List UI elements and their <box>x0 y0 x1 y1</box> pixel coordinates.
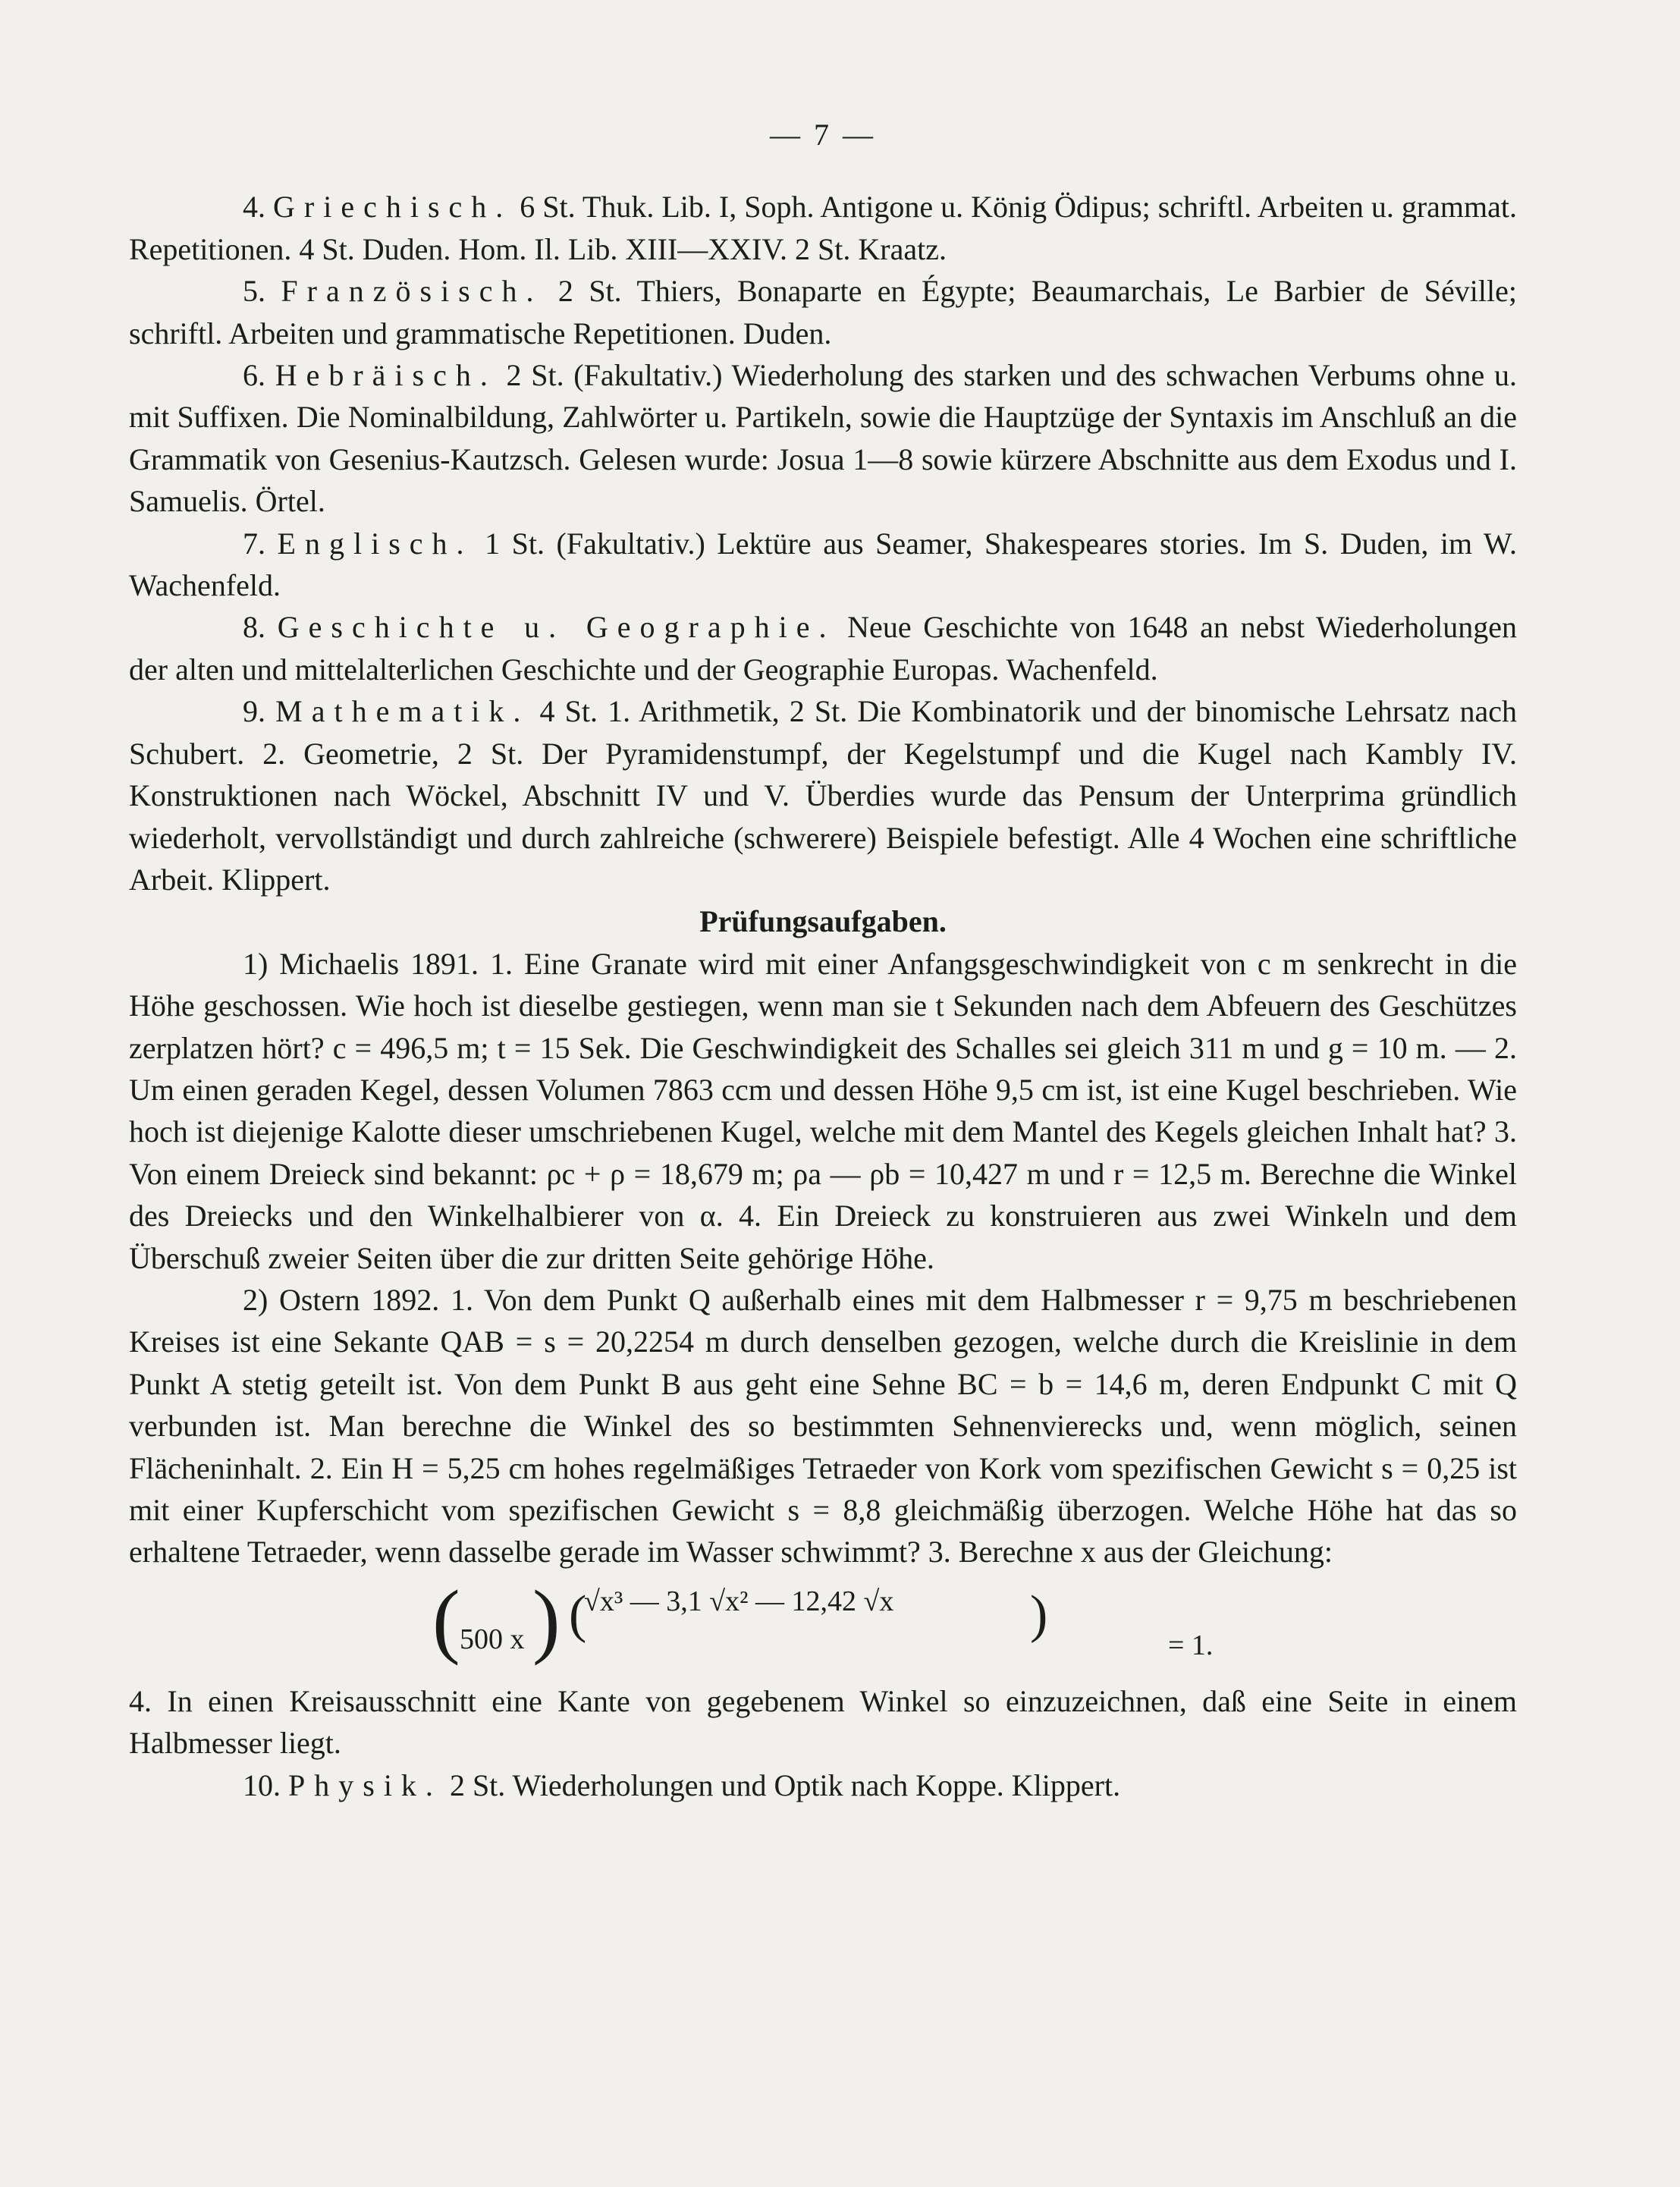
section-heading: Prüfungsaufgaben. <box>699 904 947 939</box>
left-paren: ( <box>432 1573 460 1666</box>
subject-name: Geschichte u. Geographie. <box>277 610 836 645</box>
page-number: — 7 — <box>770 118 876 152</box>
equation <box>129 1573 1517 1680</box>
subject-name: Griechisch. <box>273 190 513 225</box>
document-page <box>129 114 1517 1806</box>
subject-name: Mathematik. <box>275 694 530 729</box>
paragraph-geschichte: 8. Geschichte u. Geographie. Neue Geschichte von 1648 an nebst Wiederholungen der alten und mittelalterlichen Geschichte und der Geographie Europas. Wachenfeld. <box>129 610 1518 687</box>
paragraph-griechisch: 4. Griechisch. 6 St. Thuk. Lib. I, Soph. Antigone u. König Ödipus; schriftl. Arbeiten u. grammat. Repetitionen. 4 St. Duden. Hom. Il. Lib. XIII—XXIV. 2 St. Kraatz. <box>129 190 1517 266</box>
subject-name: Französisch. <box>281 274 543 309</box>
subject-name: Englisch. <box>277 526 473 561</box>
right-paren: ) <box>532 1573 561 1666</box>
paragraph-hebraeisch: 6. Hebräisch. 2 St. (Fakultativ.) Wiederholung des starken und des schwachen Verbums ohne u. mit Suffixen. Die Nominalbildung, Zahlwörter u. Partikeln, sowie die Hauptzüge der Syntaxis im Anschluß an die Grammatik von Gesenius-Kautzsch. Gelesen wurde: Josua 1—8 sowie kürzere Abschnitte aus dem Exodus und I. Samuelis. Örtel. <box>129 358 1517 519</box>
equation-exponent: √x³ — 3,1 √x² — 12,42 √x <box>584 1585 894 1617</box>
paragraph-mathematik: 9. Mathematik. 4 St. 1. Arithmetik, 2 St. Die Kombinatorik und der binomische Lehrsatz nach Schubert. 2. Geometrie, 2 St. Der Pyramidenstumpf, der Kegelstumpf und die Kugel nach Kambly IV. Konstruktionen nach Wöckel, Abschnitt IV und V. Überdies wurde das Pensum der Unterprima gründlich wiederholt, vervollständigt und durch zahlreiche (schwerere) Beispiele befestigt. Alle 4 Wochen eine schriftliche Arbeit. Klippert. <box>129 694 1518 897</box>
paragraph-franzoesisch: 5. Französisch. 2 St. Thiers, Bonaparte en Égypte; Beaumarchais, Le Barbier de Séville; schriftl. Arbeiten und grammatische Repetitionen. Duden. <box>129 274 1518 350</box>
paragraph-englisch: 7. Englisch. 1 St. (Fakultativ.) Lektüre aus Seamer, Shakespeares stories. Im S. Duden, im W. Wachenfeld. <box>129 526 1518 603</box>
equation-rhs: = 1. <box>1168 1629 1214 1661</box>
exam-ostern-1892-task4: 4. In einen Kreisausschnitt eine Kante von gegebenem Winkel so einzuzeichnen, daß eine Seite in einem Halbmesser liegt. <box>129 1683 1517 1761</box>
right-paren-exponent: ) <box>1030 1585 1048 1644</box>
subject-name: Hebräisch. <box>275 358 497 393</box>
left-paren-exponent: ( <box>569 1585 587 1644</box>
exam-michaelis-1891: 1) Michaelis 1891. 1. Eine Granate wird mit einer Anfangsgeschwindigkeit von c m senkrecht in die Höhe geschossen. Wie hoch ist dieselbe gestiegen, wenn man sie t Sekunden nach dem Abfeuern des Geschützes zerplatzen hört? c = 496,5 m; t = 15 Sek. Die Geschwindigkeit des Schalles sei gleich 311 m und g = 10 m. — 2. Um einen geraden Kegel, dessen Volumen 7863 ccm und dessen Höhe 9,5 cm ist, ist eine Kugel beschrieben. Wie hoch ist diejenige Kalotte dieser umschriebenen Kugel, welche mit dem Mantel des Kegels gleichen Inhalt hat? 3. Von einem Dreieck sind bekannt: ρc + ρ = 18,679 m; ρa — ρb = 10,427 m und r = 12,5 m. Berechne die Winkel des Dreiecks und den Winkelhalbierer von α. 4. Ein Dreieck zu konstruieren aus zwei Winkeln und dem Überschuß zweier Seiten über die zur dritten Seite gehörige Höhe. <box>129 946 1517 1275</box>
exam-ostern-1892: 2) Ostern 1892. 1. Von dem Punkt Q außerhalb eines mit dem Halbmesser r = 9,75 m beschriebenen Kreises ist eine Sekante QAB = s = 20,2254 m durch denselben gezogen, welche durch die Kreislinie in dem Punkt A stetig geteilt ist. Von dem Punkt B aus geht eine Sehne BC = b = 14,6 m, deren Endpunkt C mit Q verbunden ist. Man berechne die Winkel des so bestimmten Sehnenvierecks und, wenn möglich, seinen Flächeninhalt. 2. Ein H = 5,25 cm hohes regelmäßiges Tetraeder von Kork vom spezifischen Gewicht s = 0,25 ist mit einer Kupferschicht vom spezifischen Gewicht s = 8,8 gleichmäßig überzogen. Welche Höhe hat das so erhaltene Tetraeder, wenn dasselbe gerade im Wasser schwimmt? 3. Berechne x aus der Gleichung: <box>129 1282 1517 1570</box>
subject-name: Physik. <box>288 1768 442 1802</box>
equation-coefficient: 500 x <box>460 1623 525 1655</box>
paragraph-physik: 10. Physik. 2 St. Wiederholungen und Optik nach Koppe. Klippert. <box>243 1768 1121 1802</box>
